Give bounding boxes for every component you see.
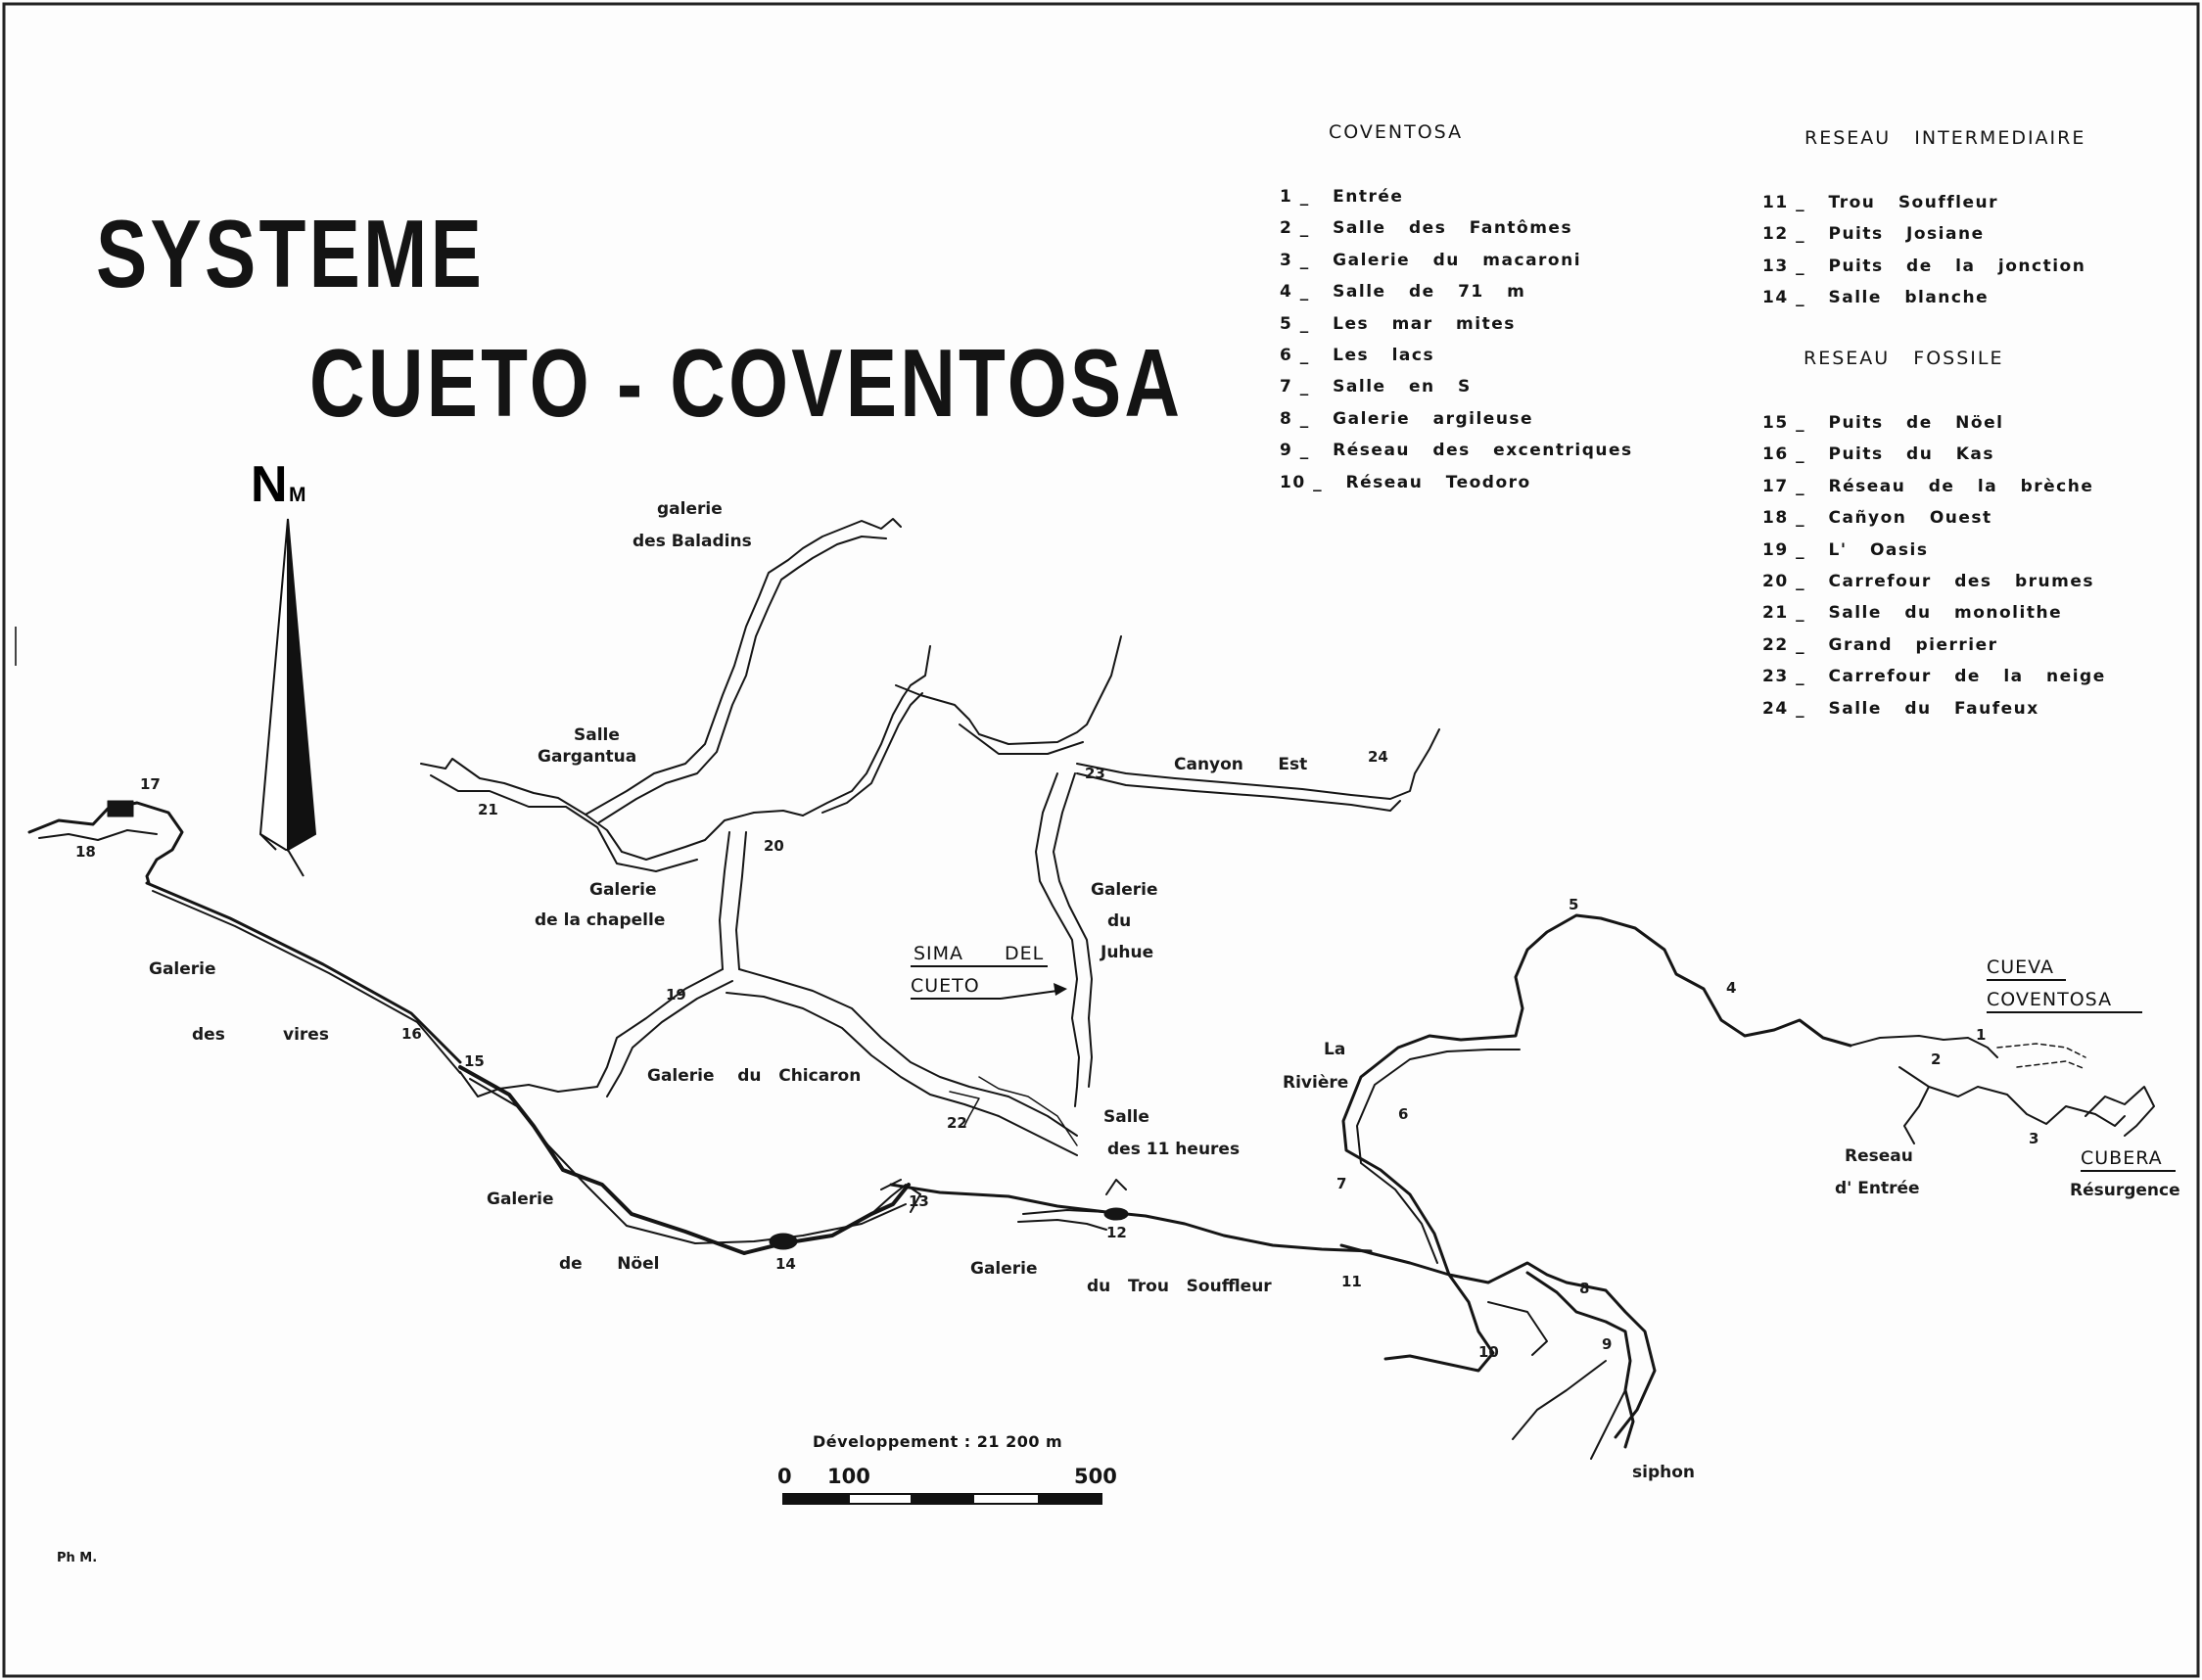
passage-galerie-baladins — [586, 519, 901, 815]
label-galerie-baladins-1: galerie — [657, 499, 723, 519]
label-cueva-coventosa-2: COVENTOSA — [1987, 989, 2113, 1010]
station-16: 16 — [401, 1025, 422, 1043]
label-sima-del-cueto-3: CUETO — [911, 975, 980, 997]
passage-reseau-entree — [1851, 1036, 2125, 1143]
legend-item-label: Galerie du macaroni — [1333, 250, 1582, 270]
label-salle-gargantua-2: Gargantua — [538, 747, 637, 767]
north-label-sub: M — [289, 484, 306, 506]
station-17: 17 — [140, 775, 161, 793]
legend-item — [1280, 245, 1633, 276]
station-20: 20 — [764, 837, 784, 855]
legend-item-label: Les lacs — [1333, 345, 1435, 365]
legend-item — [1762, 566, 2106, 597]
legend-heading-intermediaire: RESEAU INTERMEDIAIRE — [1804, 127, 2086, 149]
label-galerie-baladins-2: des Baladins — [632, 532, 752, 551]
legend-item-label: Les mar mites — [1333, 313, 1516, 334]
sima-arrow — [1001, 991, 1057, 999]
legend-heading-fossile: RESEAU FOSSILE — [1804, 348, 2004, 369]
station-14: 14 — [775, 1255, 796, 1273]
legend-item-number: 2 _ — [1280, 218, 1310, 239]
legend-list-fossile — [1762, 407, 2106, 724]
scale-label-100: 100 — [827, 1465, 870, 1488]
station-23: 23 — [1085, 765, 1105, 782]
legend-item-label: Salle du Faufeux — [1828, 698, 2039, 719]
label-salle-11h-2: des 11 heures — [1107, 1140, 1241, 1159]
scale-bar — [783, 1494, 1101, 1504]
label-galerie-chicaron: Galerie du Chicaron — [647, 1066, 862, 1086]
station-11: 11 — [1341, 1273, 1362, 1290]
label-galerie-noel-1: Galerie — [487, 1190, 554, 1209]
legend-item-label: Salle en S — [1333, 377, 1472, 397]
legend-item-number: 4 _ — [1280, 282, 1310, 303]
legend-heading-coventosa: COVENTOSA — [1329, 121, 1464, 143]
north-label: N — [251, 456, 288, 513]
legend-item — [1762, 630, 2106, 661]
legend-item-label: Salle blanche — [1828, 288, 1990, 308]
label-galerie-vires-2: des vires — [192, 1025, 329, 1045]
label-siphon: siphon — [1632, 1463, 1695, 1482]
legend-item-label: L' Oasis — [1828, 539, 1929, 560]
station-3: 3 — [2029, 1130, 2039, 1147]
passage-galerie-de-noel — [460, 1067, 909, 1253]
legend-item-label: Entrée — [1333, 187, 1404, 207]
legend-item — [1762, 218, 2085, 250]
label-sima-del-cueto-2: DEL — [1005, 943, 1045, 964]
label-galerie-vires-1: Galerie — [149, 959, 216, 979]
legend-item-number: 22 _ — [1762, 634, 1806, 655]
label-sima-del-cueto-1: SIMA — [914, 943, 964, 964]
legend-item-number: 9 _ — [1280, 441, 1310, 461]
legend-item — [1762, 693, 2106, 724]
legend-item — [1762, 251, 2085, 282]
label-salle-gargantua-1: Salle — [574, 725, 620, 745]
label-resurgence: Résurgence — [2070, 1181, 2180, 1200]
legend-item-label: Trou Souffleur — [1828, 193, 1998, 212]
legend-list-coventosa — [1280, 181, 1633, 498]
label-la-riviere-2: Rivière — [1283, 1073, 1349, 1093]
legend-item — [1762, 471, 2106, 502]
legend-item — [1280, 181, 1633, 212]
legend-item — [1280, 276, 1633, 307]
legend-item-number: 12 _ — [1762, 224, 1806, 245]
author-credit: Ph M. — [57, 1551, 98, 1565]
station-8: 8 — [1579, 1280, 1590, 1297]
legend-item — [1280, 340, 1633, 371]
legend-item-number: 14 _ — [1762, 288, 1806, 308]
legend-item-label: Réseau des excentriques — [1333, 441, 1633, 461]
legend-item — [1280, 403, 1633, 435]
legend-item-number: 7 _ — [1280, 377, 1310, 397]
legend-item-number: 17 _ — [1762, 476, 1806, 496]
legend-item — [1280, 371, 1633, 402]
legend-item — [1280, 308, 1633, 340]
scale-label-500: 500 — [1074, 1465, 1117, 1488]
station-2: 2 — [1931, 1050, 1942, 1068]
passage-canyon-ouest — [29, 803, 182, 883]
passage-reseau-excentriques — [1527, 1273, 1633, 1447]
legend-item-number: 5 _ — [1280, 313, 1310, 334]
label-canyon-est: Canyon Est — [1174, 755, 1308, 774]
title-line-2: CUETO - COVENTOSA — [309, 329, 1184, 437]
legend-item-number: 10 _ — [1280, 472, 1324, 492]
legend-item — [1762, 597, 2106, 629]
passage-to-oasis — [720, 832, 746, 969]
legend-item-label: Salle du monolithe — [1828, 603, 2063, 624]
label-la-riviere-1: La — [1324, 1040, 1346, 1059]
scale-label-0: 0 — [777, 1465, 792, 1488]
station-5: 5 — [1569, 896, 1579, 913]
legend-item — [1762, 502, 2106, 534]
station-19: 19 — [666, 986, 686, 1003]
legend-item-label: Grand pierrier — [1828, 634, 1998, 655]
legend-item — [1280, 467, 1633, 498]
legend-item-label: Salle des Fantômes — [1333, 218, 1573, 239]
legend-item — [1280, 212, 1633, 244]
station-18: 18 — [75, 843, 96, 861]
legend-item-number: 15 _ — [1762, 413, 1806, 433]
passage-galerie-trou-souffleur — [891, 1185, 1371, 1251]
legend-item-number: 24 _ — [1762, 698, 1806, 719]
legend-item-label: Puits Josiane — [1828, 224, 1985, 245]
legend-item-number: 8 _ — [1280, 408, 1310, 429]
station-10: 10 — [1478, 1343, 1499, 1361]
station-13: 13 — [909, 1192, 929, 1210]
passage-reseau-teodoro — [1385, 1275, 1493, 1371]
station-4: 4 — [1726, 979, 1737, 997]
station-6: 6 — [1398, 1105, 1409, 1123]
station-12: 12 — [1106, 1224, 1127, 1241]
legend-item-label: Salle de 71 m — [1333, 282, 1526, 303]
label-galerie-trou-2: du Trou Souffleur — [1087, 1277, 1272, 1296]
legend-item-label: Carrefour de la neige — [1828, 667, 2106, 687]
label-galerie-noel-2: de Nöel — [559, 1254, 660, 1274]
station-15: 15 — [464, 1052, 485, 1070]
label-cubera: CUBERA — [2081, 1147, 2163, 1169]
legend-item-label: Puits de Nöel — [1828, 413, 2004, 433]
north-arrow-icon — [251, 456, 315, 876]
legend-item — [1762, 187, 2085, 218]
legend-list-intermediaire — [1762, 187, 2085, 314]
legend-item-label: Puits de la jonction — [1828, 256, 2086, 276]
label-galerie-trou-1: Galerie — [970, 1259, 1038, 1279]
label-galerie-juhue-3: Juhue — [1101, 943, 1154, 962]
legend-item-number: 23 _ — [1762, 667, 1806, 687]
passage-north-branch — [803, 646, 930, 816]
station-7: 7 — [1336, 1175, 1347, 1192]
legend-item-label: Puits du Kas — [1828, 444, 1995, 465]
legend-item — [1762, 407, 2106, 439]
label-galerie-juhue-1: Galerie — [1091, 880, 1158, 900]
legend-item-label: Réseau de la brèche — [1828, 476, 2094, 496]
legend-item-number: 18 _ — [1762, 508, 1806, 529]
legend-item — [1762, 661, 2106, 692]
legend-item-number: 13 _ — [1762, 256, 1806, 276]
scale-title: Développement : 21 200 m — [813, 1432, 1063, 1451]
legend-item — [1762, 282, 2085, 313]
passage-galerie-juhue — [1036, 773, 1092, 1106]
label-reseau-entree-1: Reseau — [1845, 1146, 1913, 1166]
legend-item-label: Cañyon Ouest — [1828, 508, 1992, 529]
legend-item-number: 19 _ — [1762, 539, 1806, 560]
station-22: 22 — [947, 1114, 967, 1132]
legend-item-number: 16 _ — [1762, 444, 1806, 465]
legend-item-number: 3 _ — [1280, 250, 1310, 270]
label-cueva-coventosa-1: CUEVA — [1987, 957, 2054, 978]
legend-item — [1762, 439, 2106, 470]
label-galerie-juhue-2: du — [1107, 911, 1132, 931]
station-24: 24 — [1368, 748, 1388, 766]
legend-item-number: 21 _ — [1762, 603, 1806, 624]
label-galerie-chapelle-2: de la chapelle — [535, 910, 666, 930]
legend-item — [1280, 435, 1633, 466]
station-1: 1 — [1976, 1026, 1987, 1044]
passage-cubera — [2085, 1087, 2154, 1136]
legend-item-number: 6 _ — [1280, 345, 1310, 365]
legend-item-number: 20 _ — [1762, 571, 1806, 591]
legend-item-number: 11 _ — [1762, 193, 1806, 212]
title-line-1: SYSTEME — [96, 200, 486, 307]
legend-item-label: Carrefour des brumes — [1828, 571, 2094, 591]
station-9: 9 — [1602, 1335, 1613, 1353]
label-reseau-entree-2: d' Entrée — [1835, 1179, 1920, 1198]
legend-item-label: Galerie argileuse — [1333, 408, 1534, 429]
legend-item-number: 1 _ — [1280, 187, 1310, 207]
label-galerie-chapelle-1: Galerie — [589, 880, 657, 900]
label-salle-11h-1: Salle — [1103, 1107, 1149, 1127]
station-21: 21 — [478, 801, 498, 818]
legend-item — [1762, 535, 2106, 566]
legend-item-label: Réseau Teodoro — [1345, 472, 1531, 492]
